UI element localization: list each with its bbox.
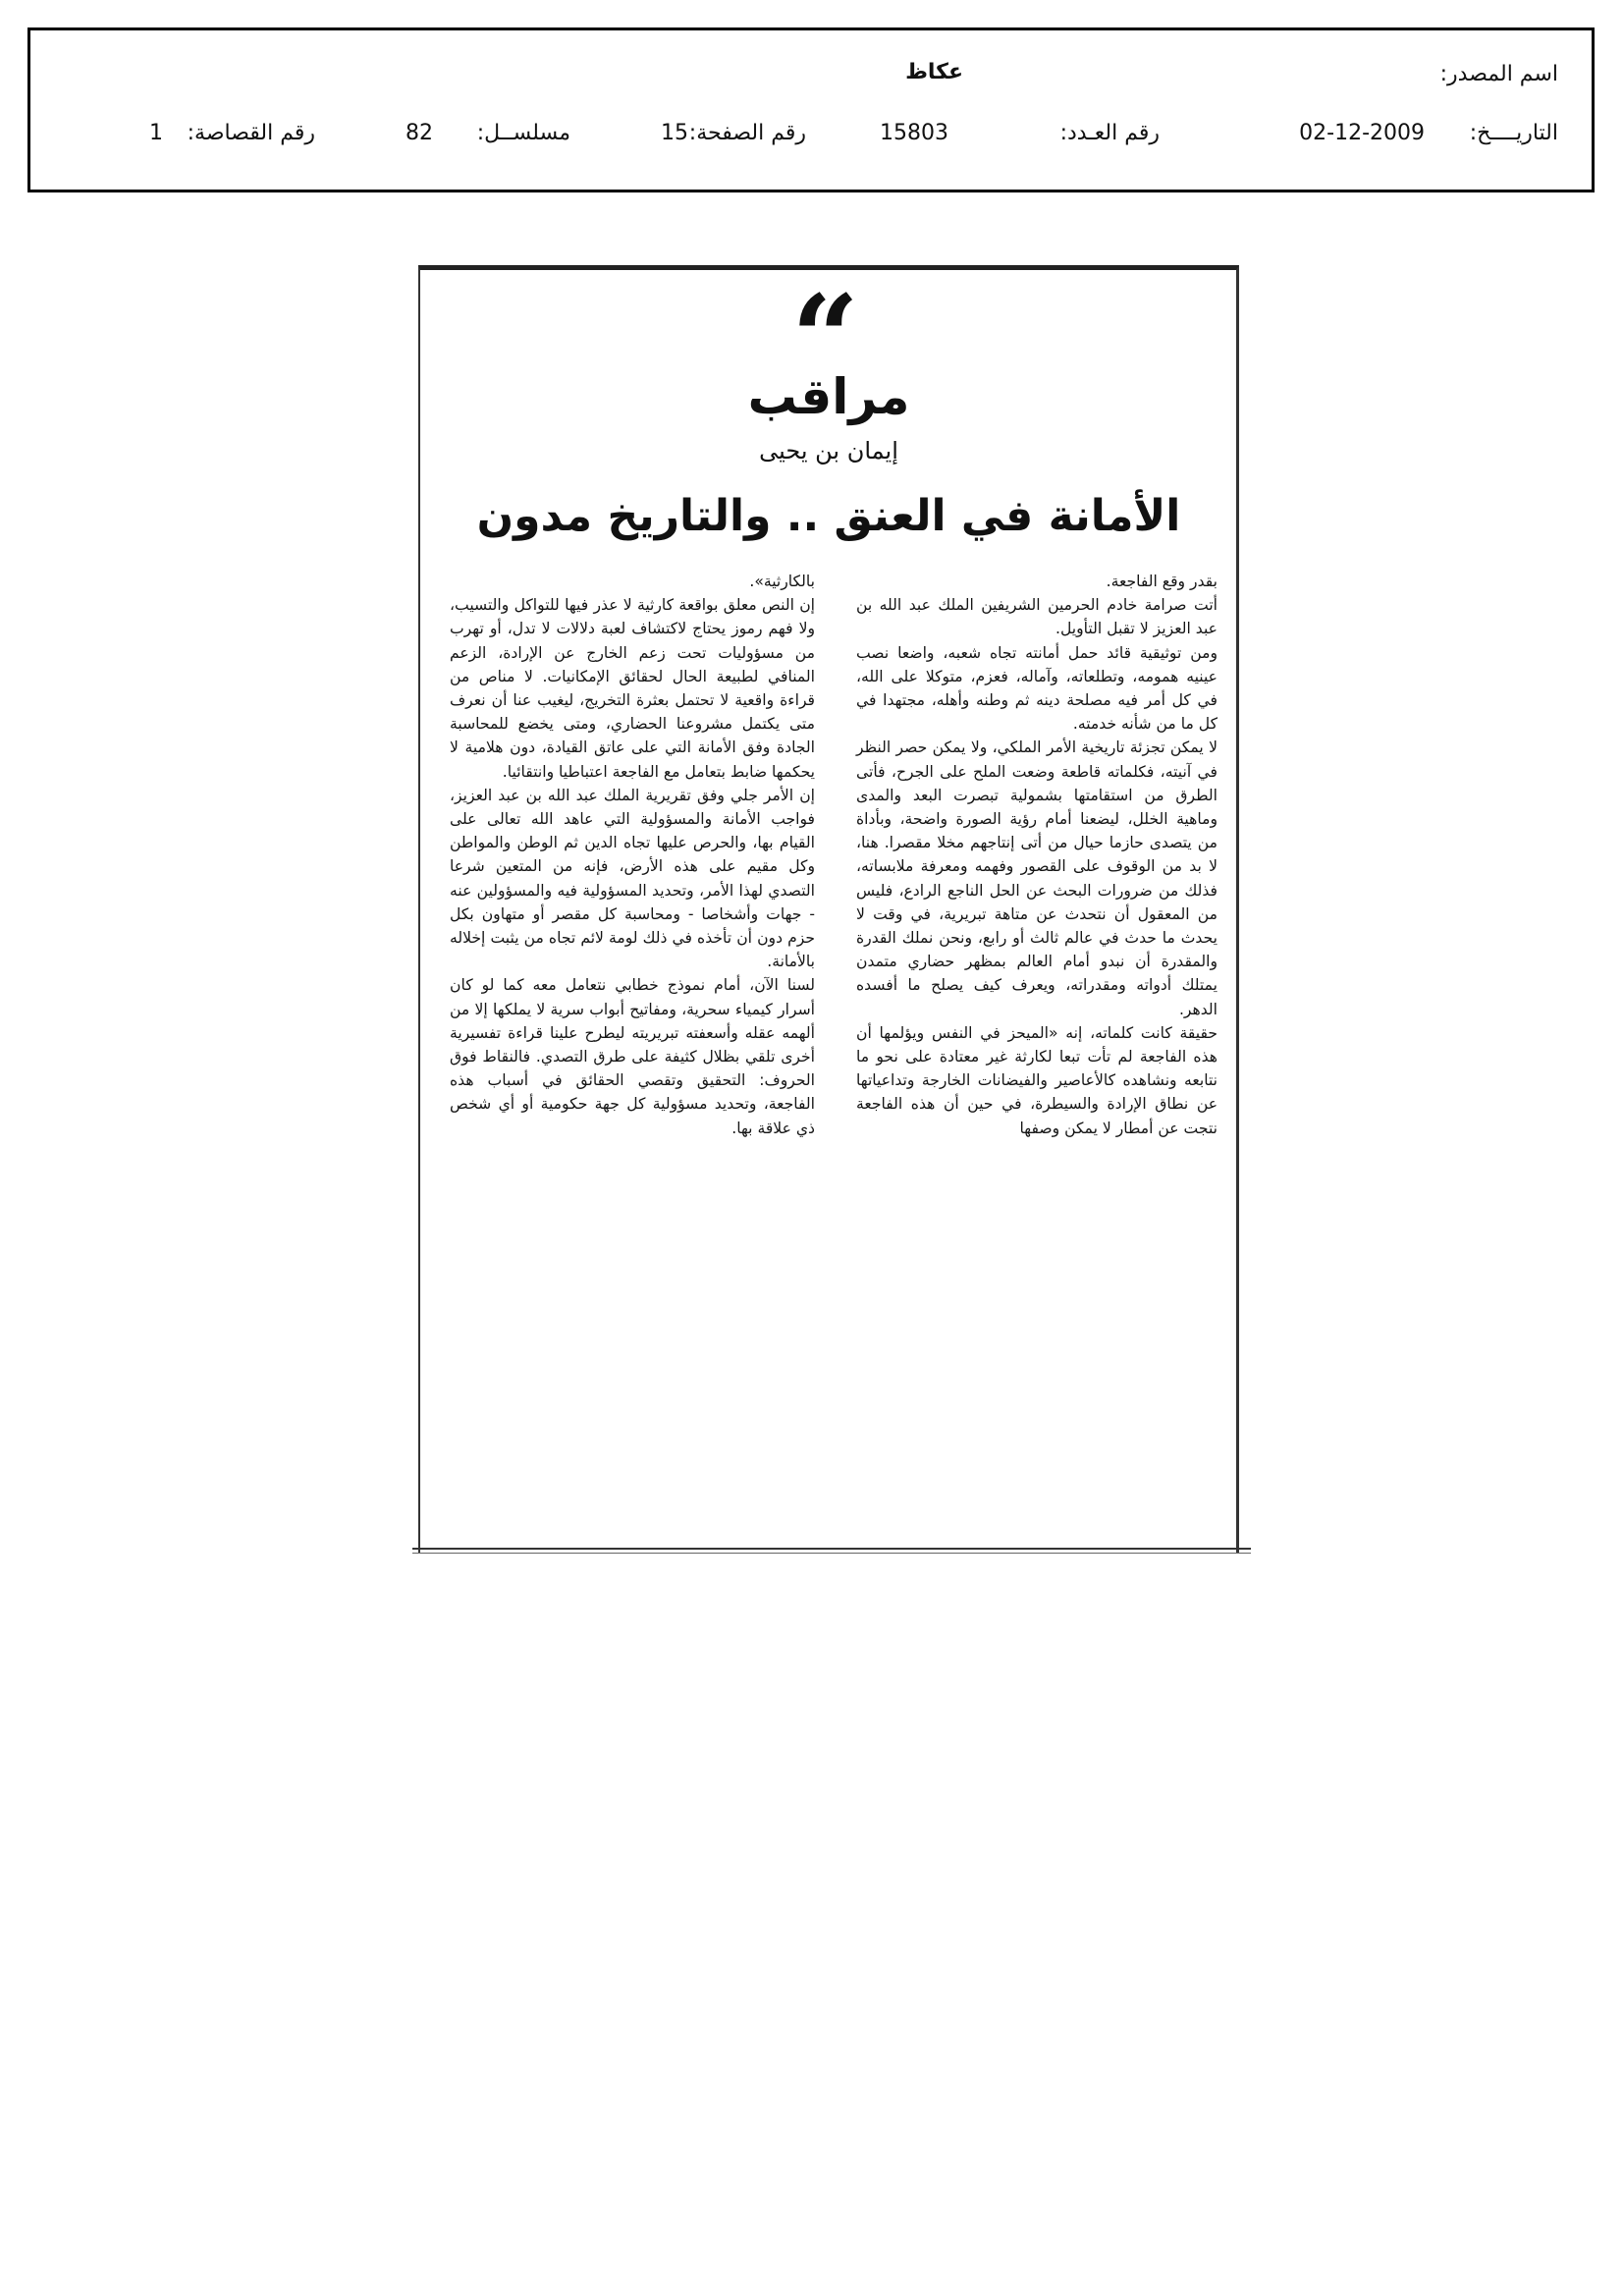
article-column-right — [856, 570, 1217, 1140]
serial-value: 82 — [406, 121, 433, 145]
paragraph: بقدر وقع الفاجعة. — [1106, 573, 1217, 590]
column-name: مراقب — [747, 368, 910, 425]
paragraph: لسنا الآن، أمام نموذج خطابي نتعامل معه كما لو كان أسرار كيمياء سحرية، ومفاتيح أبواب سرية لا يملكها إلا من ألهمه عقله وأسعفته تبريريته ليطرح علينا قراءة تفسيرية أخرى تلقي بظلال كثيفة على طرق التصدي. فالنقاط فوق الحروف: التحقيق وتقصي الحقائق في أسباب هذه الفاجعة، وتحديد مسؤولية كل جهة حكومية أو أي شخص ذي علاقة بها. — [450, 976, 815, 1137]
date-value: 02-12-2009 — [1299, 121, 1425, 145]
paragraph: ومن توثيقية قائد حمل أمانته تجاه شعبه، واضعا نصب عينيه همومه، وتطلعاته، وآماله، فعزم، متوكلا على الله، في كل أمر فيه مصلحة دينه ثم وطنه وأهله، مجتهدا في كل ما من شأنه خدمته. — [856, 643, 1217, 734]
paragraph: لا يمكن تجزئة تاريخية الأمر الملكي، ولا يمكن حصر النظر في آنيته، فكلماته قاطعة وضعت الملح على الجرح، فأتى الطرق من استقامتها بشمولية تبصرت البعد والمدى وماهية الخلل، ليضعنا أمام رؤية الصورة واضحة، وبأداة من يتصدى حازما حيال من أتى إنتاجهم مخلا مقصرا. هنا، لا بد من الوقوف على القصور وفهمه ومعرفة ملابساته، فذلك من ضرورات البحث عن الحل الناجع الرادع، فليس من المعقول أن نتحدث عن متاهة تبريرية، في وقت لا يحدث ما حدث في عالم ثالث أو رابع، ونحن نملك القدرة والمقدرة أن نبدو أمام العالم بمظهر حضاري متمدن يمتلك أدواته ومقدراته، ويعرف كيف يصلح ما أفسده الدهر. — [856, 738, 1217, 1018]
clip-label: رقم القصاصة: — [187, 121, 315, 145]
source-info-box — [27, 27, 1595, 192]
author-name: إيمان بن يحيى — [759, 437, 898, 465]
clip-value: 1 — [149, 121, 163, 145]
serial-label: مسلســل: — [476, 121, 570, 145]
quote-mark-icon: “ — [791, 269, 860, 408]
date-label: التاريــــخ: — [1469, 121, 1558, 145]
article-headline: الأمانة في العنق .. والتاريخ مدون — [476, 491, 1181, 541]
source-label: اسم المصدر: — [1439, 62, 1558, 86]
clipping-bottom-rule — [412, 1548, 1251, 1554]
page-value: 15 — [661, 121, 688, 145]
paragraph: إن النص معلق بواقعة كارثية لا عذر فيها للتواكل والتسيب، ولا فهم رموز يحتاج لاكتشاف لعبة دلالات لا تدل، أو تهرب من مسؤوليات تحت زعم الخارج عن الإرادة، الزعم المنافي لطبيعة الحال لحقائق الإمكانيات. لا مناص من قراءة واقعية لا تحتمل بعثرة التخريج، ليغيب عنا أن نعرف متى يكتمل مشروعنا الحضاري، ومتى يخضع للمحاسبة الجادة وفق الأمانة التي على عاتق القيادة، دون هلامية لا يحكمها ضابط بتعامل مع الفاجعة اعتباطيا وانتقائيا. — [450, 596, 815, 781]
paragraph: بالكارثية». — [749, 573, 815, 590]
issue-label: رقم العـدد: — [1059, 121, 1160, 145]
issue-value: 15803 — [880, 121, 948, 145]
paragraph: إن الأمر جلي وفق تقريرية الملك عبد الله بن عبد العزيز، فواجب الأمانة والمسؤولية التي عاهد الله تعالى على القيام بها، والحرص عليها تجاه الدين ثم الوطن والمواطن وكل مقيم على هذه الأرض، فإنه من المتعين شرعا التصدي لهذا الأمر، وتحديد المسؤولية فيه والمسؤولين عنه - جهات وأشخاصا - ومحاسبة كل مقصر أو متهاون بكل حزم دون أن تأخذه في ذلك لومة لائم تجاه من يثبت إخلاله بالأمانة. — [450, 786, 815, 971]
paragraph: أتت صرامة خادم الحرمين الشريفين الملك عبد الله بن عبد العزيز لا تقبل التأويل. — [856, 596, 1217, 638]
article-column-left — [450, 570, 815, 1140]
newspaper-clipping — [418, 265, 1239, 1554]
source-value: عكاظ — [905, 60, 963, 84]
page-label: رقم الصفحة: — [688, 121, 806, 145]
paragraph: حقيقة كانت كلماته، إنه «الميحز في النفس ويؤلمها أن هذه الفاجعة لم تأت تبعا لكارثة غير معتادة على نحو ما نتابعه ونشاهده كالأعاصير والفيضانات الخارجة وتداعياتها عن نطاق الإرادة والسيطرة، في حين أن هذه الفاجعة نتجت عن أمطار لا يمكن وصفها — [856, 1023, 1217, 1137]
